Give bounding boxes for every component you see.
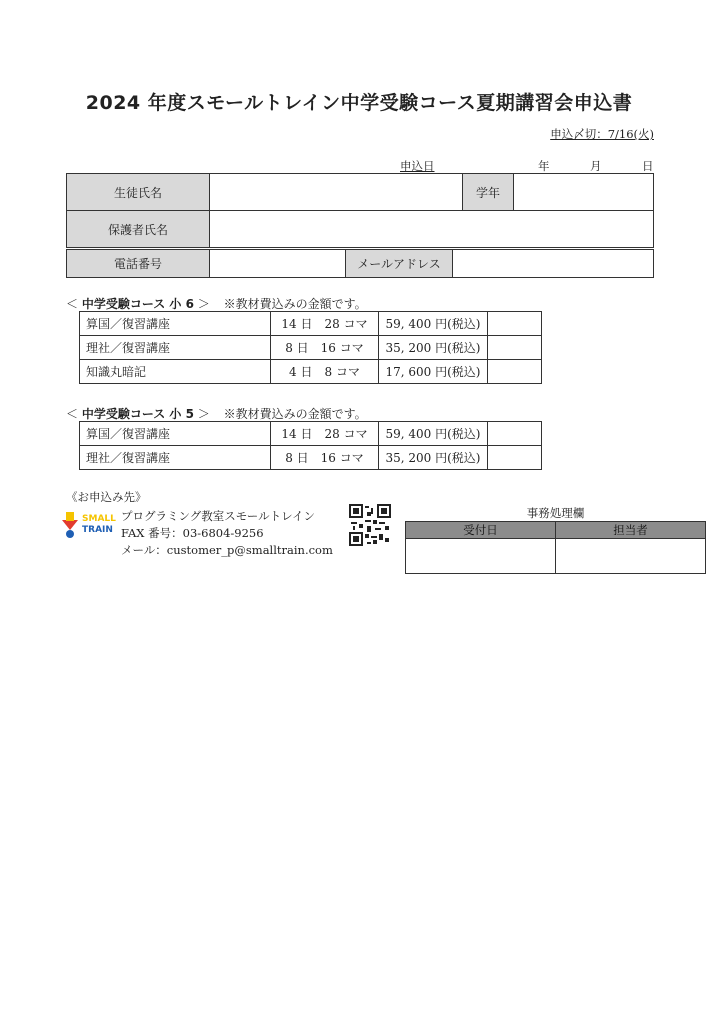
course-duration: 8 日 16 コマ — [271, 446, 379, 470]
course5-title: 中学受験コース 小 5 — [81, 407, 194, 421]
applicant-info-table — [66, 173, 654, 248]
bracket-close: ＞ — [197, 297, 210, 311]
course-price: 35, 200 円(税込) — [379, 336, 488, 360]
guardian-name-field[interactable] — [210, 211, 654, 248]
table-row — [80, 336, 542, 360]
course5-heading — [66, 405, 367, 422]
received-date-field[interactable] — [406, 539, 556, 574]
application-date-line — [400, 158, 653, 174]
date-month: 月 — [590, 159, 602, 173]
course6-note: ※教材費込みの金額です。 — [223, 297, 367, 311]
contact-mail[interactable]: メール：customer_p@smalltrain.com — [121, 543, 333, 557]
bracket-open: ＜ — [66, 407, 79, 421]
course-name: 理社／復習講座 — [80, 336, 271, 360]
table-row — [67, 211, 654, 248]
contact-heading: 《お申込み先》 — [66, 490, 147, 504]
table-row — [406, 539, 706, 574]
student-name-label: 生徒氏名 — [67, 174, 210, 211]
course-name: 知識丸暗記 — [80, 360, 271, 384]
table-row — [80, 312, 542, 336]
guardian-name-label: 保護者氏名 — [67, 211, 210, 248]
office-use-title: 事務処理欄 — [526, 506, 585, 520]
bracket-open: ＜ — [66, 297, 79, 311]
course5-table — [79, 421, 542, 470]
table-row — [80, 422, 542, 446]
course6-title: 中学受験コース 小 6 — [81, 297, 194, 311]
logo-word-small: SMALL — [82, 514, 116, 524]
course-name: 算国／復習講座 — [80, 422, 271, 446]
table-row — [67, 250, 654, 278]
table-row — [406, 522, 706, 539]
course-duration: 14 日 28 コマ — [271, 422, 379, 446]
contact-details — [121, 508, 333, 559]
course-check-cell[interactable] — [488, 312, 542, 336]
course-check-cell[interactable] — [488, 422, 542, 446]
date-year: 年 — [538, 159, 550, 173]
course-check-cell[interactable] — [488, 336, 542, 360]
course-price: 35, 200 円(税込) — [379, 446, 488, 470]
phone-field[interactable] — [210, 250, 346, 278]
course6-heading — [66, 295, 367, 312]
course-duration: 14 日 28 コマ — [271, 312, 379, 336]
page-title: 2024 年度スモールトレイン中学受験コース夏期講習会申込書 — [85, 92, 633, 114]
course5-note: ※教材費込みの金額です。 — [223, 407, 367, 421]
logo-word-train: TRAIN — [82, 525, 113, 535]
date-day: 日 — [642, 159, 654, 173]
course-duration: 4 日 8 コマ — [271, 360, 379, 384]
office-use-table — [405, 521, 706, 574]
email-field[interactable] — [453, 250, 654, 278]
contact-fax: FAX 番号：03-6804-9256 — [121, 526, 264, 540]
course6-table — [79, 311, 542, 384]
grade-label: 学年 — [463, 174, 514, 211]
student-name-field[interactable] — [210, 174, 463, 211]
course-price: 59, 400 円(税込) — [379, 312, 488, 336]
staff-field[interactable] — [556, 539, 706, 574]
course-price: 59, 400 円(税込) — [379, 422, 488, 446]
bracket-close: ＞ — [197, 407, 210, 421]
course-name: 理社／復習講座 — [80, 446, 271, 470]
course-check-cell[interactable] — [488, 446, 542, 470]
course-check-cell[interactable] — [488, 360, 542, 384]
small-train-logo — [60, 508, 118, 542]
contact-info-table — [66, 249, 654, 278]
date-label: 申込日 — [400, 159, 435, 173]
course-name: 算国／復習講座 — [80, 312, 271, 336]
table-row — [67, 174, 654, 211]
phone-label: 電話番号 — [67, 250, 210, 278]
table-row — [80, 360, 542, 384]
qr-code-icon — [349, 504, 391, 546]
received-date-header: 受付日 — [406, 522, 556, 539]
table-row — [80, 446, 542, 470]
email-label: メールアドレス — [346, 250, 453, 278]
grade-field[interactable] — [514, 174, 654, 211]
deadline-text: 申込〆切：7/16(火) — [550, 127, 654, 141]
course-price: 17, 600 円(税込) — [379, 360, 488, 384]
contact-org: プログラミング教室スモールトレイン — [121, 509, 316, 523]
course-duration: 8 日 16 コマ — [271, 336, 379, 360]
staff-header: 担当者 — [556, 522, 706, 539]
